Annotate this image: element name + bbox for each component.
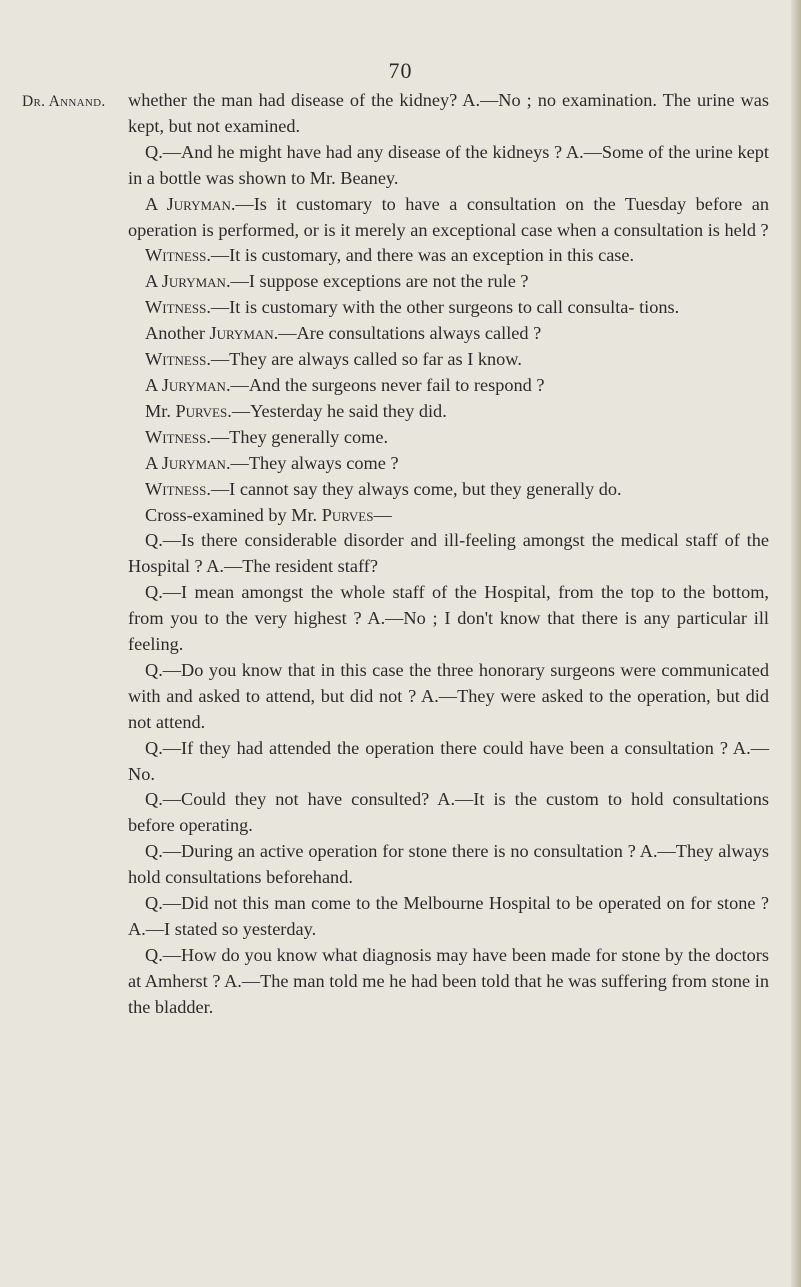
transcript-paragraph [128,295,769,321]
transcript-paragraph [128,787,769,839]
paragraph-text: —I suppose exceptions are not the rule ? [230,271,529,292]
paragraph-text: —They generally come. [210,426,389,447]
paragraph-text: —I cannot say they always come, but they generally do. [210,478,622,499]
paragraph-text: whether the man had disease of the kidney? A.—No ; no examination. The urine was kept, but not examined. [128,90,769,136]
transcript-paragraph [128,321,769,347]
speaker-name: Witness. [145,245,211,266]
paragraph-text: — [373,504,392,525]
paragraph-text: Q.—If they had attended the operation there could have been a consultation ? A.—No. [128,737,769,784]
speaker-name: Juryman. [161,452,231,473]
speaker-name: Witness. [145,426,211,447]
transcript-paragraph [128,88,769,140]
paragraph-text: Q.—I mean amongst the whole staff of the Hospital, from the top to the bottom, from you to the very highest ? A.—No ; I don't know that there is any particular ill feeling. [128,582,769,655]
paragraph-text: Q.—Do you know that in this case the three honorary surgeons were communicated with and asked to attend, but did not ? A.—They were asked to the operation, but did not attend. [128,659,769,732]
paragraph-text: Q.—How do you know what diagnosis may have been made for stone by the doctors at Amherst ? A.—The man told me he had been told that he was suffering from stone in the bladder. [128,944,769,1017]
paragraph-text: Q.—Did not this man come to the Melbourne Hospital to be operated on for stone ? A.—I stated so yesterday. [128,893,769,939]
transcript-paragraph [128,425,769,451]
transcript-paragraph [128,658,769,736]
transcript-paragraph [128,528,769,580]
paragraph-text: Q.—During an active operation for stone there is no consultation ? A.—They always hold consultations beforehand. [128,841,769,888]
speaker-name: Witness. [145,297,211,318]
paragraph-text: —It is customary with the other surgeons to call consulta- tions. [210,297,680,318]
paragraph-text: —Is it customary to have a consultation on the Tuesday before an operation is performed, or is it merely an exceptional case when a consultation is held ? [128,193,769,240]
paragraph-text: —They are always called so far as I know. [210,349,522,370]
transcript-paragraph [128,269,769,295]
paragraph-text: A [145,193,167,214]
paragraph-text: —They always come ? [230,452,399,473]
speaker-name: Witness. [145,478,211,499]
paragraph-text: A [145,271,162,292]
page-edge [791,0,801,1287]
transcript-paragraph [128,399,769,425]
transcript-paragraph [128,243,769,269]
speaker-name: Purves [321,504,374,525]
paragraph-text: Q.—Is there considerable disorder and ill-feeling amongst the medical staff of the Hospital ? A.—The resident staff? [128,530,769,577]
speaker-name: Juryman. [209,323,279,344]
transcript-paragraph [128,580,769,658]
transcript-paragraph [128,140,769,192]
paragraph-text: —And the surgeons never fail to respond ? [230,374,545,395]
paragraph-text: —Are consultations always called ? [278,323,542,344]
speaker-name: Purves. [175,400,232,421]
paragraph-text: —It is customary, and there was an exception in this case. [210,245,635,266]
transcript-paragraph [128,736,769,788]
speaker-name: Juryman. [161,374,231,395]
paragraph-text: Cross-examined by Mr. [145,504,322,525]
transcript-paragraph [128,192,769,244]
paragraph-text: A [145,452,162,473]
paragraph-text: Q.—And he might have had any disease of the kidneys ? A.—Some of the urine kept in a bottle was shown to Mr. Beaney. [128,141,769,188]
transcript-paragraph [128,891,769,943]
paragraph-text: Mr. [145,400,176,421]
paragraph-text: Another [145,323,210,344]
transcript-paragraph [128,839,769,891]
transcript-paragraph [128,943,769,1021]
paragraph-text: —Yesterday he said they did. [231,400,447,421]
page-number: 70 [388,58,413,83]
speaker-name: Juryman. [161,271,231,292]
transcript-paragraph [128,477,769,503]
speaker-margin-label: Dr. Annand. [22,93,106,110]
speaker-name: Witness. [145,349,211,370]
transcript-paragraph [128,373,769,399]
paragraph-text: Q.—Could they not have consulted? A.—It is the custom to hold consultations before operating. [128,789,769,836]
speaker-name: Juryman. [166,193,236,214]
transcript-body [128,88,769,1021]
paragraph-text: A [145,374,162,395]
transcript-paragraph [128,347,769,373]
transcript-paragraph [128,451,769,477]
transcript-paragraph [128,503,769,529]
